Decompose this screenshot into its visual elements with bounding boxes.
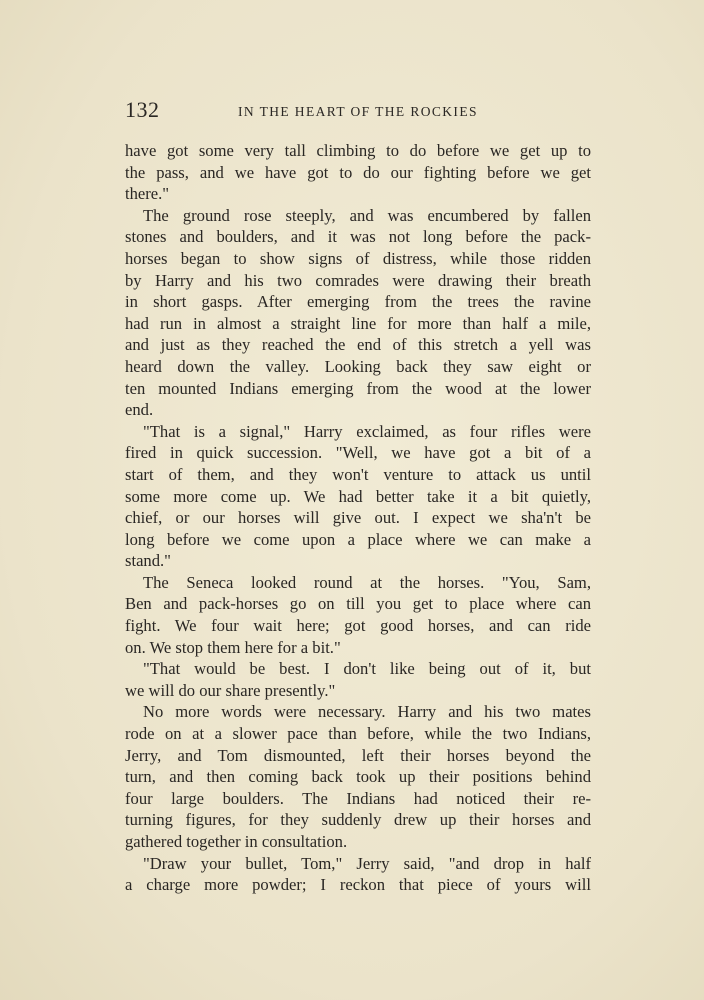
- text-line: had run in almost a straight line for more than half a mile,: [125, 313, 591, 333]
- body-text: [125, 140, 591, 896]
- text-line: by Harry and his two comrades were drawing their breath: [125, 270, 591, 290]
- text-line: and just as they reached the end of this stretch a yell was: [125, 335, 591, 355]
- text-line: "Draw your bullet, Tom," Jerry said, "and drop in half: [143, 853, 591, 873]
- text-line: fight. We four wait here; got good horses, and can ride: [125, 616, 591, 636]
- page-header: [125, 97, 595, 127]
- text-line: ten mounted Indians emerging from the wood at the lower: [125, 378, 591, 398]
- text-line: gathered together in consultation.: [125, 832, 348, 851]
- text-line: horses began to show signs of distress, while those ridden: [125, 248, 591, 268]
- text-line: in short gasps. After emerging from the trees the ravine: [125, 292, 591, 312]
- text-line: have got some very tall climbing to do before we get up to: [125, 141, 591, 160]
- text-line: start of them, and they won't venture to attack us until: [125, 464, 591, 484]
- text-line: there.": [125, 184, 170, 204]
- text-line: end.: [125, 400, 154, 420]
- text-line: chief, or our horses will give out. I expect we sha'n't be: [125, 508, 591, 528]
- text-line: turning figures, for they suddenly drew up their horses and: [125, 810, 591, 830]
- text-line: The Seneca looked round at the horses. "You, Sam,: [143, 572, 591, 592]
- text-line: stones and boulders, and it was not long before the pack-: [125, 227, 591, 247]
- text-line: No more words were necessary. Harry and his two mates: [143, 702, 591, 722]
- text-line: some more come up. We had better take it a bit quietly,: [125, 486, 591, 506]
- running-head: IN THE HEART OF THE ROCKIES: [238, 104, 478, 119]
- text-line: heard down the valley. Looking back they saw eight or: [125, 356, 591, 376]
- text-line: long before we come upon a place where we can make a: [125, 529, 591, 549]
- text-line: on. We stop them here for a bit.": [125, 637, 341, 657]
- text-line: we will do our share presently.": [125, 680, 336, 700]
- text-line: four large boulders. The Indians had noticed their re-: [125, 788, 591, 808]
- text-line: a charge more powder; I reckon that piece of yours will: [125, 875, 591, 895]
- page-number: 132: [125, 97, 160, 122]
- text-line: Ben and pack-horses go on till you get to place where can: [125, 594, 591, 614]
- text-line: rode on at a slower pace than before, while the two Indians,: [125, 724, 591, 744]
- text-line: turn, and then coming back took up their positions behind: [125, 767, 591, 787]
- text-line: Jerry, and Tom dismounted, left their horses beyond the: [125, 745, 591, 765]
- text-line: stand.": [125, 551, 171, 571]
- text-line: "That is a signal," Harry exclaimed, as four rifles were: [143, 421, 591, 441]
- text-line: the pass, and we have got to do our fighting before we get: [125, 162, 591, 182]
- text-line: "That would be best. I don't like being out of it, but: [143, 659, 591, 679]
- text-line: The ground rose steeply, and was encumbered by fallen: [143, 205, 591, 225]
- text-line: fired in quick succession. "Well, we have got a bit of a: [125, 443, 591, 463]
